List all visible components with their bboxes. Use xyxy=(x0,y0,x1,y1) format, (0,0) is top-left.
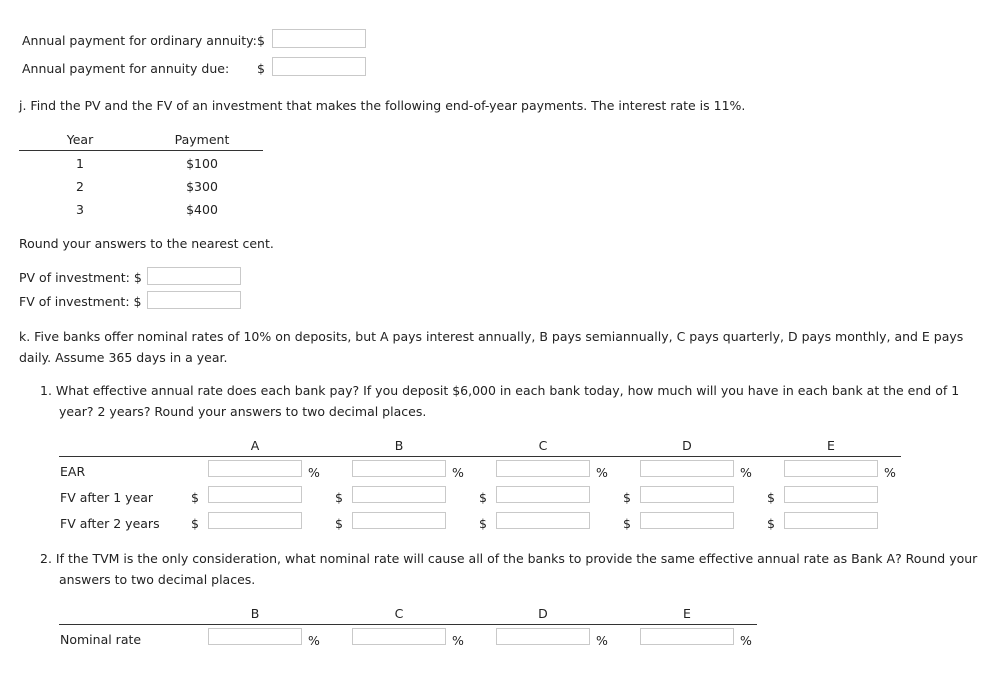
row-label-fv-1-year: FV after 1 year xyxy=(60,490,154,505)
pv-label: PV of investment: $ xyxy=(19,270,142,285)
table-cell-year: 2 xyxy=(76,179,84,194)
percent-unit: % xyxy=(884,465,896,480)
ear-input-a[interactable] xyxy=(208,460,302,477)
fv2-input-a[interactable] xyxy=(208,512,302,529)
bank-header-a: A xyxy=(250,438,260,453)
percent-unit: % xyxy=(308,465,320,480)
fv2-input-d[interactable] xyxy=(640,512,734,529)
bank-header-d: D xyxy=(538,606,548,621)
currency-symbol: $ xyxy=(257,33,265,48)
percent-unit: % xyxy=(596,633,608,648)
part-j-prompt: j. Find the PV and the FV of an investment that makes the following end-of-year payments. The interest rate is 11%. xyxy=(19,98,746,113)
dollar-unit: $ xyxy=(767,490,775,505)
nominal-input-c[interactable] xyxy=(352,628,446,645)
table-cell-year: 3 xyxy=(76,202,84,217)
bank-header-d: D xyxy=(682,438,692,453)
ear-input-b[interactable] xyxy=(352,460,446,477)
percent-unit: % xyxy=(308,633,320,648)
bank-header-e: E xyxy=(683,606,691,621)
percent-unit: % xyxy=(452,465,464,480)
round-note: Round your answers to the nearest cent. xyxy=(19,236,274,251)
fv2-input-e[interactable] xyxy=(784,512,878,529)
table-header-payment: Payment xyxy=(174,132,230,147)
bank-header-b: B xyxy=(250,606,260,621)
fv2-input-c[interactable] xyxy=(496,512,590,529)
dollar-unit: $ xyxy=(335,490,343,505)
dollar-unit: $ xyxy=(479,490,487,505)
nominal-input-d[interactable] xyxy=(496,628,590,645)
pv-input[interactable] xyxy=(147,267,241,285)
question-1-line1: 1. What effective annual rate does each bank pay? If you deposit $6,000 in each bank today, how much will you have in each bank at the end of 1 xyxy=(40,383,960,398)
part-k-prompt-line1: k. Five banks offer nominal rates of 10% on deposits, but A pays interest annually, B pays semiannually, C pays quarterly, D pays monthly, and E pays xyxy=(19,329,964,344)
fv1-input-a[interactable] xyxy=(208,486,302,503)
percent-unit: % xyxy=(740,465,752,480)
q2-header-rule xyxy=(59,624,757,625)
dollar-unit: $ xyxy=(479,516,487,531)
table-cell-payment: $300 xyxy=(186,179,218,194)
dollar-unit: $ xyxy=(191,516,199,531)
table-cell-year: 1 xyxy=(76,156,84,171)
percent-unit: % xyxy=(740,633,752,648)
currency-symbol: $ xyxy=(257,61,265,76)
dollar-unit: $ xyxy=(335,516,343,531)
ordinary-annuity-input[interactable] xyxy=(272,29,366,48)
part-k-prompt-line2: daily. Assume 365 days in a year. xyxy=(19,350,228,365)
ear-input-c[interactable] xyxy=(496,460,590,477)
bank-header-e: E xyxy=(827,438,835,453)
fv1-input-b[interactable] xyxy=(352,486,446,503)
q1-header-rule xyxy=(59,456,901,457)
nominal-input-b[interactable] xyxy=(208,628,302,645)
table-header-rule xyxy=(19,150,263,151)
dollar-unit: $ xyxy=(191,490,199,505)
row-label-nominal-rate: Nominal rate xyxy=(60,632,142,647)
ordinary-annuity-label: Annual payment for ordinary annuity: xyxy=(22,33,257,48)
dollar-unit: $ xyxy=(767,516,775,531)
annuity-due-input[interactable] xyxy=(272,57,366,76)
percent-unit: % xyxy=(596,465,608,480)
annuity-due-label: Annual payment for annuity due: xyxy=(22,61,230,76)
question-2-line2: answers to two decimal places. xyxy=(59,572,256,587)
ear-input-d[interactable] xyxy=(640,460,734,477)
fv2-input-b[interactable] xyxy=(352,512,446,529)
percent-unit: % xyxy=(452,633,464,648)
fv-input[interactable] xyxy=(147,291,241,309)
question-1-line2: year? 2 years? Round your answers to two decimal places. xyxy=(59,404,427,419)
table-cell-payment: $400 xyxy=(186,202,218,217)
table-cell-payment: $100 xyxy=(186,156,218,171)
ear-input-e[interactable] xyxy=(784,460,878,477)
table-header-year: Year xyxy=(66,132,94,147)
fv-label: FV of investment: $ xyxy=(19,294,142,309)
bank-header-b: B xyxy=(394,438,404,453)
fv1-input-e[interactable] xyxy=(784,486,878,503)
bank-header-c: C xyxy=(394,606,404,621)
nominal-input-e[interactable] xyxy=(640,628,734,645)
fv1-input-d[interactable] xyxy=(640,486,734,503)
bank-header-c: C xyxy=(538,438,548,453)
row-label-fv-2-years: FV after 2 years xyxy=(60,516,160,531)
row-label-ear: EAR xyxy=(60,464,86,479)
fv1-input-c[interactable] xyxy=(496,486,590,503)
dollar-unit: $ xyxy=(623,490,631,505)
question-2-line1: 2. If the TVM is the only consideration, what nominal rate will cause all of the banks to provide the same effective annual rate as Bank A? Round your xyxy=(40,551,978,566)
dollar-unit: $ xyxy=(623,516,631,531)
